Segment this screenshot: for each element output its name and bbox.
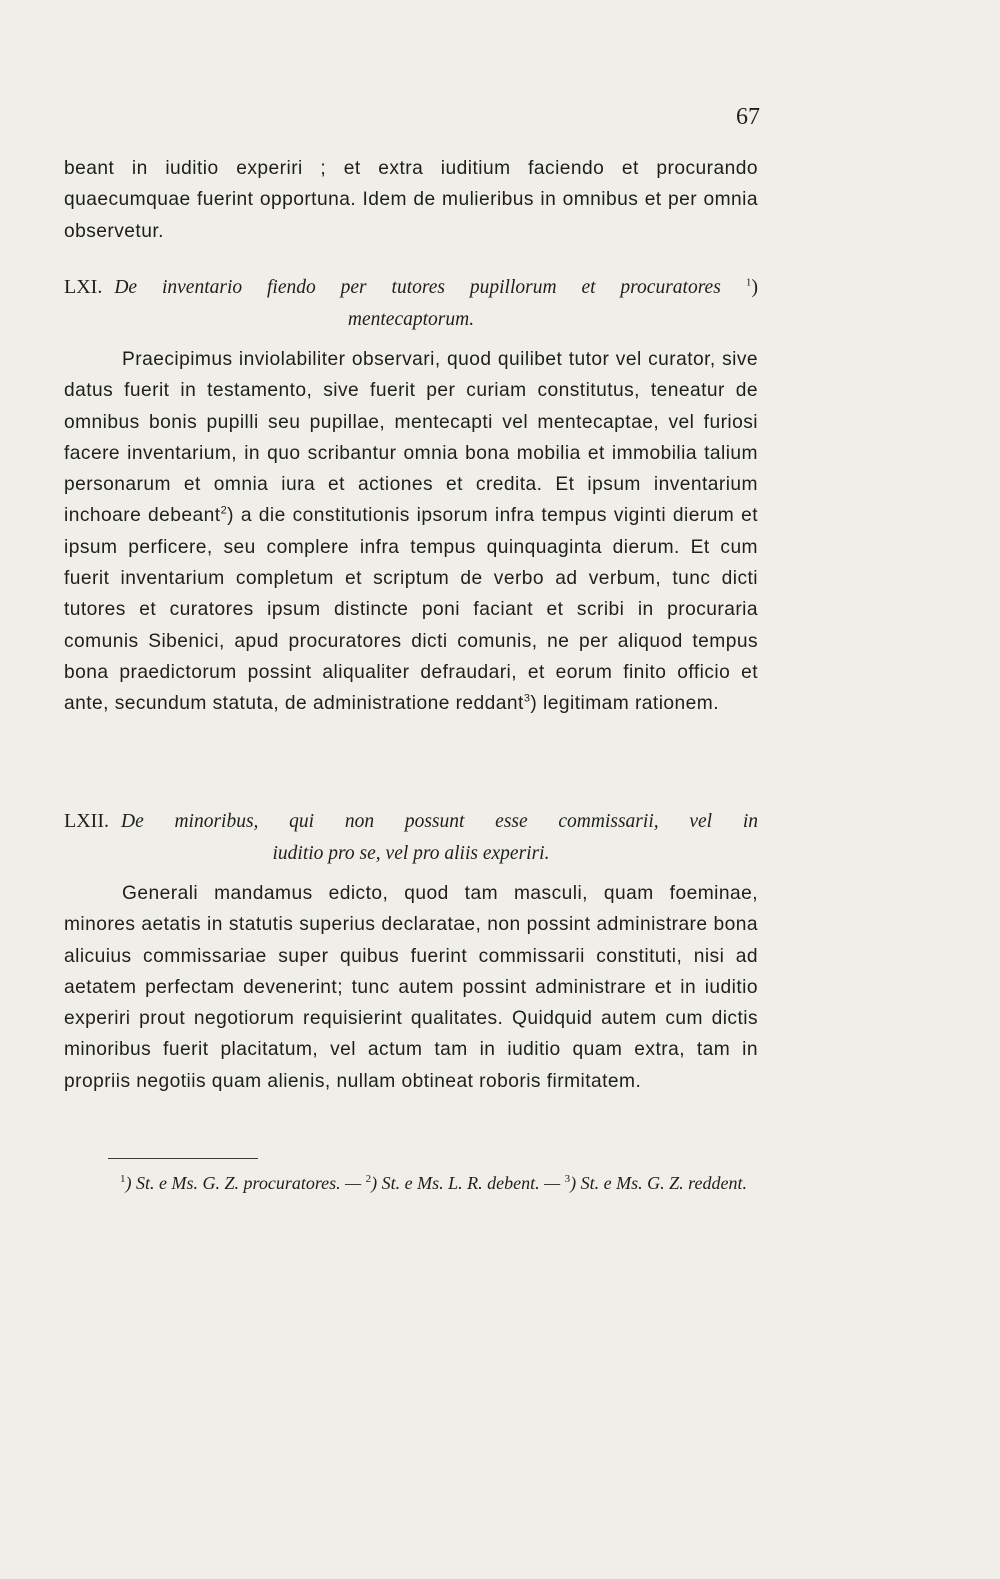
chapter-61-title-line2: mentecaptorum. [347, 309, 475, 330]
continuation-paragraph: beant in iuditio experiri ; et extra iuditium faciendo et procurando quaecumquae fuerint opportuna. Idem de mulieribus in omnibus et per omnia observetur. [64, 158, 758, 242]
chapter-62-title-line2: iuditio pro se, vel pro aliis experiri. [272, 843, 550, 864]
footnote-1-text: procuratores. — [239, 1173, 366, 1193]
chapter-61-title-line1: LXI. De inventario fiendo per tutores pupillorum et procuratores $^1$) [64, 276, 759, 298]
footnote-2-mark: 2 [365, 1173, 372, 1185]
chapter-62-title-line1: LXII. De minoribus, qui non possunt esse commissarii, vel in [64, 810, 758, 832]
footnote-1-source: ) St. e Ms. G. Z. [125, 1173, 239, 1193]
footnote-3-mark: 3 [564, 1173, 571, 1185]
footnote-ref-3: 3 [523, 692, 531, 705]
footnote-2-text: debent. — [482, 1173, 565, 1193]
chapter-61-body: Praecipimus inviolabiliter observari, quod quilibet tutor vel curator, sive datus fuerit in testamento, sive fuerit per curiam constitutus, teneatur de omnibus bonis pupilli seu pupillae, mentecapti vel mentecaptae, vel furiosi facere inventarium, in quo scribantur omnia bona mobilia et immobilia talium personarum et omnia iura et actiones et credita. Et ipsum inventarium inchoare debeant$^2$) a die constitutionis ipsorum infra tempus viginti dierum et ipsum perficere, seu complere infra tempus quinquaginta dierum. Et cum fuerit inventarium completum et scriptum de verbo ad verbum, tunc dicti tutores et curatores ipsum distincte poni faciant et scribi in procuraria comunis Sibenici, apud procuratores dicti comunis, ne per aliquod tempus bona praedictorum possint aliqualiter defraudari, et eorum finito officio et ante, secundum statuta, de administratione reddant$^3$) legitimam rationem. [64, 349, 758, 715]
chapter-62-body: Generali mandamus edicto, quod tam masculi, quam foeminae, minores aetatis in statutis superius declaratae, non possint administrare bona alicuius commissariae super quibus fuerint commissarii constituti, nisi ad aetatem perfectam devenerint; tunc autem possint administrare et in iuditio experiri prout negotiorum requisierint qualitates. Quidquid autem cum dictis minoribus fuerit placitatum, vel actum tam in iuditio quam extra, tam in propriis negotiis quam alienis, nullam obtineat roboris firmitatem. [64, 883, 758, 1092]
page-number: 67 [736, 104, 760, 130]
chapter-61-heading [64, 271, 758, 336]
footnote-2-source: ) St. e Ms. L. R. [371, 1173, 483, 1193]
footnote-3-text: reddent. [683, 1173, 747, 1193]
chapter-62-number: LXII. [64, 810, 109, 832]
footnote-3-source: ) St. e Ms. G. Z. [570, 1173, 684, 1193]
footnotes [64, 1170, 758, 1197]
chapter-61-number: LXI. [64, 276, 103, 298]
footnote-1-mark: 1 [120, 1173, 126, 1185]
footnote-ref-2: 2 [220, 505, 228, 518]
chapter-62-heading [64, 805, 758, 870]
footnote-divider [108, 1158, 258, 1159]
footnote-ref-1: 1 [745, 276, 752, 289]
